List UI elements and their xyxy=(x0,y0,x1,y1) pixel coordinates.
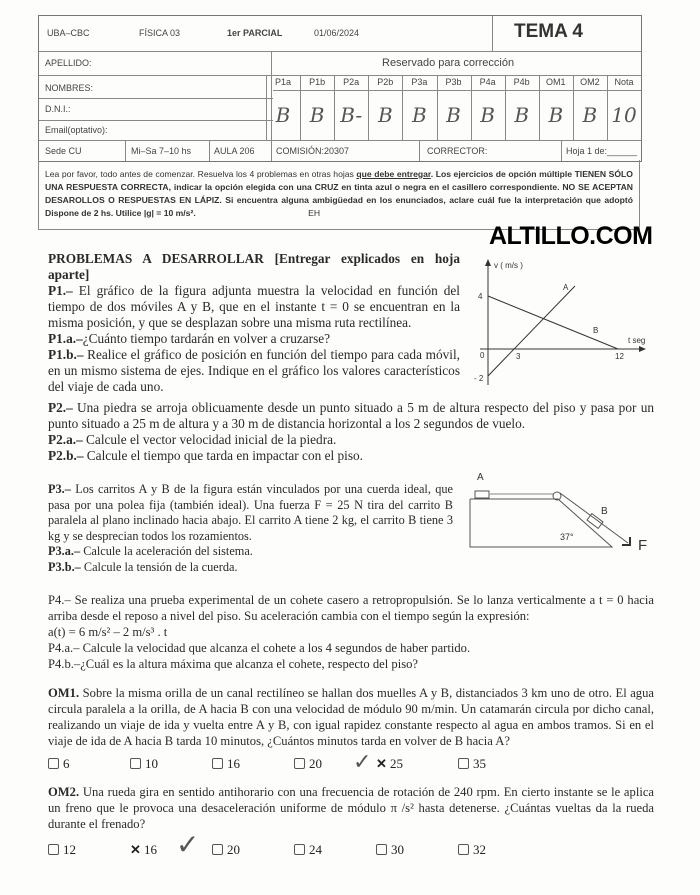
grade-header-p4a: P4a xyxy=(479,77,496,87)
grade-header-om2: OM2 xyxy=(580,77,600,87)
om2-option-24[interactable] xyxy=(294,842,322,858)
option-label: 12 xyxy=(63,842,76,857)
email-field[interactable]: Email(optativo): xyxy=(45,125,108,135)
om2-option-30[interactable] xyxy=(376,842,404,858)
problem-4 xyxy=(48,592,654,672)
grade-header-p1a: P1a xyxy=(274,77,291,87)
p1a-label: P1.a.– xyxy=(48,331,83,346)
hoja-field[interactable]: Hoja 1 de:______ xyxy=(566,146,638,156)
checkbox-icon[interactable] xyxy=(130,758,141,769)
exam-label: 1er PARCIAL xyxy=(227,28,283,38)
instructions-text: Lea por favor, todo antes de comenzar. Resuelva los 4 problemas en otras hojas xyxy=(45,169,357,179)
grade-mark-p3a: B xyxy=(412,103,427,127)
exam-header-table xyxy=(38,15,642,162)
om2-text: Una rueda gira en sentido antihorario con una frecuencia de rotación de 240 rpm. En cierto instante se le aplica un freno que le provoca una desaceleración uniforme de módulo π /s² hasta detenerse. ¿Cuántas vueltas da la rueda durante el frenado? xyxy=(48,785,654,831)
label-B: B xyxy=(593,326,599,335)
om2-option-32[interactable] xyxy=(458,842,486,858)
sede-label: Sede CU xyxy=(45,146,82,156)
grade-header-p1b: P1b xyxy=(309,77,326,87)
om1-option-25[interactable] xyxy=(376,756,403,772)
p4a-label: P4.a.– xyxy=(48,641,80,655)
corrector-field[interactable]: CORRECTOR: xyxy=(427,146,488,156)
p1b-text: Realice el gráfico de posición en función del tiempo para cada móvil, en un mismo sistema de ejes. Indique en el gráfico los valores característicos del viaje de cada uno. xyxy=(48,347,460,394)
p3a-label: P3.a.– xyxy=(48,544,81,558)
option-label: 32 xyxy=(473,842,486,857)
p4a-text: Calcule la velocidad que alcanza el cohete a los 4 segundos de haber partido. xyxy=(82,641,471,655)
checkbox-icon[interactable] xyxy=(212,844,223,855)
problem-3 xyxy=(48,482,453,575)
grade-mark-p4b: B xyxy=(514,103,530,127)
p2-text: Una piedra se arroja oblicuamente desde un punto situado a 5 m de altura respecto del piso y pasa por un punto situado a 25 m de altura y a 30 m de distancia horizontal a los 2 segundos de vuelo. xyxy=(48,400,654,431)
cart-A xyxy=(475,491,489,498)
checkbox-icon[interactable] xyxy=(294,758,305,769)
date-label: 01/06/2024 xyxy=(314,28,360,38)
grade-header-p2a: P2a xyxy=(343,77,360,87)
grade-mark-p3b: B xyxy=(446,103,461,127)
comision-label: COMISIÓN:20307 xyxy=(276,146,350,156)
om1-options xyxy=(48,756,608,774)
instructions-box xyxy=(38,160,640,230)
om1-option-20[interactable] xyxy=(294,756,322,772)
p2b-text: Calcule el tiempo que tarda en impactar con el piso. xyxy=(86,448,363,463)
om2-option-16[interactable] xyxy=(130,842,157,858)
p3-label: P3.– xyxy=(48,482,71,496)
label-A: A xyxy=(477,472,484,483)
p2a-text: Calcule el vector velocidad inicial de la piedra. xyxy=(86,432,337,447)
grade-mark-p1b: B xyxy=(309,103,325,127)
option-label: 6 xyxy=(63,756,70,771)
line-B xyxy=(488,296,618,349)
p2a-label: P2.a.– xyxy=(48,432,83,447)
grade-mark-om2: B xyxy=(582,103,598,127)
p4-text: Se realiza una prueba experimental de un cohete casero a retropropulsión. Se lo lanza verticalmente a t = 0 hacia arriba desde el reposo a nivel del piso. Su aceleración cambia con el tiempo según la expresión: xyxy=(48,593,654,623)
check-mark-icon: ✓ xyxy=(176,828,200,861)
option-label: 16 xyxy=(227,756,240,771)
incline-figure xyxy=(460,465,690,565)
tick-12: 12 xyxy=(615,352,624,361)
grade-header-nota: Nota xyxy=(614,77,634,87)
angle-label: 37° xyxy=(560,532,574,542)
problem-1 xyxy=(48,251,460,395)
label-A: A xyxy=(563,283,569,292)
checkbox-checked-icon[interactable]: ✕ xyxy=(130,842,141,857)
nombres-field[interactable]: NOMBRES: xyxy=(45,83,94,93)
p3b-label: P3.b.– xyxy=(48,559,81,574)
grade-header-p4b: P4b xyxy=(513,77,530,87)
grade-header-p2b: P2b xyxy=(377,77,394,87)
om2-question xyxy=(48,784,654,832)
grade-header-p3a: P3a xyxy=(411,77,428,87)
p1-label: P1.– xyxy=(48,283,73,298)
tick-minus-2: - 2 xyxy=(474,374,484,383)
tick-4: 4 xyxy=(478,292,483,301)
p1-text: El gráfico de la figura adjunta muestra la velocidad en función del tiempo de dos móviles A y B, que en el instante t = 0 se encuentran en la misma posición, y que se desplazan sobre una misma ruta rectilínea. xyxy=(48,283,460,330)
aula-label: AULA 206 xyxy=(214,146,255,156)
checkbox-icon[interactable] xyxy=(48,844,59,855)
university-label: UBA–CBC xyxy=(47,28,90,38)
p2b-label: P2.b.– xyxy=(48,448,84,463)
tick-0: 0 xyxy=(480,351,485,360)
p1b-label: P1.b.– xyxy=(48,347,84,362)
om2-option-12[interactable] xyxy=(48,842,76,858)
x-axis-label: t seg xyxy=(628,336,646,345)
om1-option-10[interactable] xyxy=(130,756,158,772)
grade-mark-nota: 10 xyxy=(611,103,637,127)
om2-options xyxy=(48,842,608,860)
p1a-text: ¿Cuánto tiempo tardarán en volver a cruzarse? xyxy=(82,331,331,346)
subject-label: FÍSICA 03 xyxy=(139,28,181,38)
p3a-text: Calcule la aceleración del sistema. xyxy=(83,544,253,558)
problem-2 xyxy=(48,400,654,464)
tick-3: 3 xyxy=(516,352,521,361)
label-F: F xyxy=(638,537,648,554)
option-label: 20 xyxy=(309,756,322,771)
checkbox-icon[interactable] xyxy=(212,758,223,769)
checkbox-checked-icon[interactable]: ✕ xyxy=(376,756,387,771)
initials: EH xyxy=(308,208,321,218)
option-label: 20 xyxy=(227,842,240,857)
p4b-label: P4.b.– xyxy=(48,657,81,671)
horario-label: Mi–Sa 7–10 hs xyxy=(131,146,192,156)
option-label: 25 xyxy=(390,756,403,771)
label-B: B xyxy=(601,506,608,517)
option-label: 24 xyxy=(309,842,322,857)
velocity-time-graph xyxy=(460,250,690,390)
p4b-text: ¿Cuál es la altura máxima que alcanza el cohete, respecto del piso? xyxy=(80,657,418,671)
p4-formula: a(t) = 6 m/s² – 2 m/s³ . t xyxy=(48,625,168,639)
p3-text: Los carritos A y B de la figura están vinculados por una cuerda ideal, que pasa por una polea fija (también ideal). Una fuerza F = 25 N tira del carrito B paralela al plano inclinado hacia abajo. El carrito A tiene 2 kg, el carrito B tiene 3 kg y se desprecian todos los rozamientos. xyxy=(48,482,453,543)
apellido-field[interactable]: APELLIDO: xyxy=(45,58,92,68)
checkbox-icon[interactable] xyxy=(458,844,469,855)
option-label: 30 xyxy=(391,842,404,857)
line-A xyxy=(488,286,575,376)
om1-label: OM1. xyxy=(48,686,80,700)
grade-mark-p1a: B xyxy=(275,103,291,127)
grade-header-om1: OM1 xyxy=(546,77,566,87)
grade-mark-p4a: B xyxy=(480,103,495,127)
dni-field[interactable]: D.N.I.: xyxy=(45,104,71,114)
checkbox-icon[interactable] xyxy=(376,844,387,855)
checkbox-icon[interactable] xyxy=(458,758,469,769)
om1-text: Sobre la misma orilla de un canal rectilíneo se hallan dos muelles A y B, distanciados 3 km uno de otro. El agua circula paralela a la orilla, de A hacia B con una velocidad de módulo 90 m/min. Un catamarán circula por dicho canal, realizando un viaje de ida y vuelta entre A y B, con igual rapidez constante respecto al agua en ambos tramos. Si en el viaje de ida de A hacia B tarda 10 minutos, ¿Cuántos minutos tarda en volver de B hacia A? xyxy=(48,686,654,748)
p3b-text: Calcule la tensión de la cuerda. xyxy=(83,559,238,574)
om1-option-35[interactable] xyxy=(458,756,486,772)
grade-mark-p2b: B xyxy=(377,103,393,127)
problems-heading: PROBLEMAS A DESARROLLAR [Entregar explicados en hoja aparte] xyxy=(48,251,460,282)
grade-header-p3b: P3b xyxy=(445,77,462,87)
checkbox-icon[interactable] xyxy=(294,844,305,855)
reserved-label: Reservado para corrección xyxy=(382,57,515,69)
instructions-underlined: que debe entregar xyxy=(356,169,431,179)
altillo-watermark: ALTILLO.COM xyxy=(489,222,653,250)
option-label: 16 xyxy=(144,842,157,857)
om1-question xyxy=(48,685,654,749)
p2-label: P2.– xyxy=(48,400,73,415)
grade-mark-om1: B xyxy=(548,103,564,127)
om1-option-16[interactable] xyxy=(212,756,240,772)
om1-option-6[interactable] xyxy=(48,756,70,772)
instructions-text-rest: . Los ejercicios de opción múltiple TIENEN SÓLO UNA RESPUESTA CORRECTA, indicar la opción elegida con una CRUZ en tinta azul o negra en el casillero correspondiente. NO SE ACEPTAN DESAROLLOS O RESPUESTAS EN LÁPIZ. Si encuentra alguna ambigüedad en los enunciados, aclare cuál fue la interpretación que adoptó Dispone de 2 hs. Utilice |g| = 10 m/s². xyxy=(45,169,633,218)
om2-label: OM2. xyxy=(48,785,80,799)
p4-label: P4.– xyxy=(48,593,71,607)
y-axis-label: v ( m/s ) xyxy=(494,261,523,270)
checkbox-icon[interactable] xyxy=(48,758,59,769)
om2-option-20[interactable] xyxy=(212,842,240,858)
grade-mark-p2a: B- xyxy=(340,103,363,127)
tema-label: TEMA 4 xyxy=(514,21,583,42)
option-label: 35 xyxy=(473,756,486,771)
option-label: 10 xyxy=(145,756,158,771)
check-mark-icon: ✓ xyxy=(353,750,372,775)
